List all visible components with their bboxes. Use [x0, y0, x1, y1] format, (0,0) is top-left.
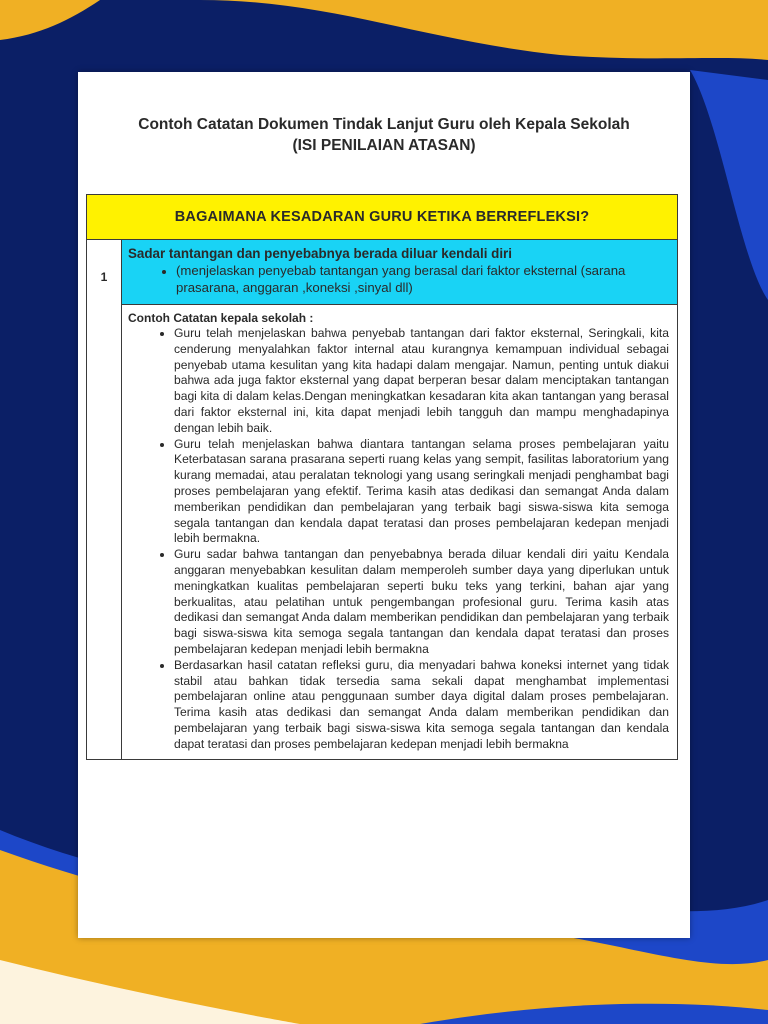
notes-label: Contoh Catatan kepala sekolah :: [128, 311, 314, 325]
reflection-table: [86, 194, 678, 760]
principal-notes: [122, 305, 677, 759]
notes-list: [128, 326, 669, 753]
document-title: [78, 114, 690, 156]
note-item: • Berdasarkan hasil catatan refleksi guru, dia menyadari bahwa koneksi internet yang tidak stabil atau bahkan tidak tersedia sama sekali dapat menghambat implementasi pembelajaran online atau penggunaan sumber daya digital dalam proses pembelajaran. Terima kasih atas dedikasi dan semangat Anda dalam memberikan pendidikan dan pembelajaran yang terbaik bagi siswa-siswa kita semoga segala tantangan dan kendala dapat teratasi dan proses pembelajaran kedepan menjadi lebih bermakna: [174, 658, 669, 753]
criterion-title: Sadar tantangan dan penyebabnya berada diluar kendali diri: [128, 246, 512, 261]
row-content: [122, 240, 677, 759]
note-item: • Guru telah menjelaskan bahwa diantara tantangan selama proses pembelajaran yaitu Keterbatasan sarana prasarana seperti ruang kelas yang sempit, fasilitas laboratorium yang kurang memadai, atau peralatan teknologi yang usang seringkali menjadi penghambat bagi proses pembelajaran yang efektif. Terima kasih atas dedikasi dan semangat Anda dalam memberikan pendidikan dan pembelajaran yang terbaik bagi siswa-siswa kita semoga segala tantangan dan kendala dapat teratasi dan proses pembelajaran kedepan menjadi lebih bermakna.: [174, 437, 669, 548]
document-title-line1: Contoh Catatan Dokumen Tindak Lanjut Guru oleh Kepala Sekolah: [138, 116, 630, 133]
table-row: [87, 240, 677, 759]
question-header: BAGAIMANA KESADARAN GURU KETIKA BERREFLEKSI?: [87, 195, 677, 240]
note-item: • Guru sadar bahwa tantangan dan penyebabnya berada diluar kendali diri yaitu Kendala anggaran menyebabkan kesulitan dalam memperoleh sumber daya yang diperlukan untuk meningkatkan kualitas pembelajaran seperti buku teks yang terkini, bahan ajar yang berkualitas, atau pelatihan untuk pengembangan profesional guru. Terima kasih atas dedikasi dan semangat Anda dalam memberikan pendidikan dan pembelajaran yang terbaik bagi siswa-siswa kita semoga segala tantangan dan kendala dapat teratasi dan proses pembelajaran kedepan menjadi lebih bermakna: [174, 547, 669, 658]
criterion-list: [128, 262, 669, 296]
document-page: [78, 72, 690, 938]
criterion-bullet: • (menjelaskan penyebab tantangan yang berasal dari faktor eksternal (sarana prasarana, anggaran ,koneksi ,sinyal dll): [176, 262, 669, 296]
criterion-box: [122, 240, 677, 305]
note-item: • Guru telah menjelaskan bahwa penyebab tantangan dari faktor eksternal, Seringkali, kita cenderung menyalahkan faktor internal atau kurangnya kemampuan individual sebagai penyebab utama kesulitan yang kita hadapi dalam mengajar. Namun, penting untuk diakui bahwa ada juga faktor eksternal yang dapat berperan besar dalam menciptakan tantangan bagi kita di dalam kelas.Dengan meningkatkan kesadaran kita akan tantangan yang berasal dari faktor eksternal ini, kita dapat menjadi lebih tangguh dan mampu menghadapinya dengan lebih baik.: [174, 326, 669, 437]
document-title-line2: (ISI PENILAIAN ATASAN): [292, 137, 476, 154]
row-number: 1: [87, 240, 122, 759]
